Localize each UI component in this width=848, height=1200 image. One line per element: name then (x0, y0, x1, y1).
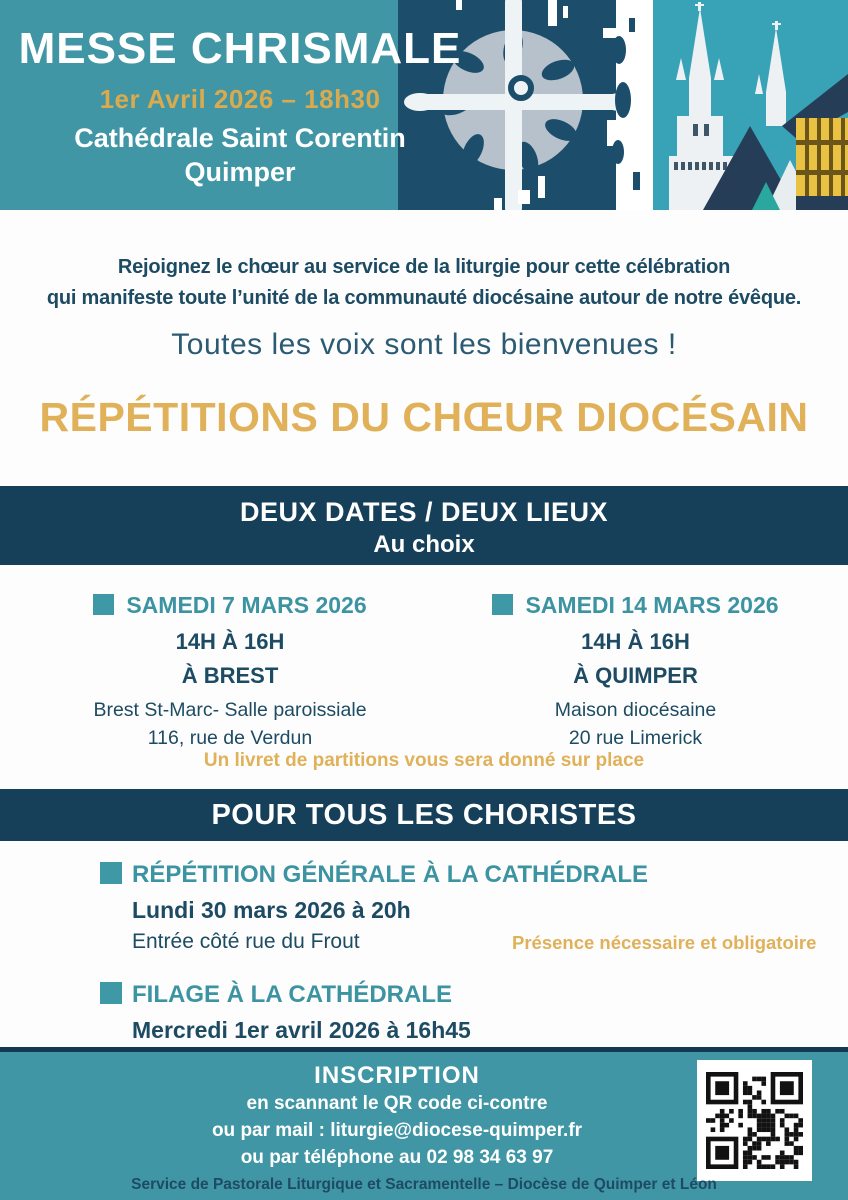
presence-note: Présence nécessaire et obligatoire (512, 932, 817, 953)
session-address: 116, rue de Verdun (147, 727, 313, 749)
inscription-title: INSCRIPTION (314, 1062, 480, 1089)
main-heading: RÉPÉTITIONS DU CHŒUR DIOCÉSAIN (39, 394, 809, 440)
footer (0, 1047, 848, 1200)
qr-code (697, 1060, 812, 1181)
session-date: SAMEDI 7 MARS 2026 (126, 592, 367, 618)
rehearsal-date: Mercredi 1er avril 2026 à 16h45 (132, 1017, 471, 1043)
choristes-band: POUR TOUS LES CHORISTES (0, 789, 848, 841)
header-text (0, 0, 480, 188)
square-bullet-icon (492, 594, 513, 615)
session-city: À QUIMPER (573, 663, 698, 688)
intro-line-1: Rejoignez le chœur au service de la liturgie pour cette célébration (117, 256, 731, 278)
rehearsal-title-row (100, 981, 471, 1009)
session-time: 14H À 16H (581, 629, 690, 654)
session-city: À BREST (181, 663, 279, 688)
session-date-heading (30, 592, 430, 619)
dates-band (0, 486, 848, 565)
inscription-block (0, 1062, 794, 1171)
square-bullet-icon (100, 862, 122, 884)
intro-line-2: qui manifeste toute l’unité de la communauté diocésaine autour de notre évêque. (46, 287, 802, 309)
rehearsal-title-row (100, 861, 648, 889)
event-location: Cathédrale Saint Corentin (74, 123, 406, 153)
session-time: 14H À 16H (175, 629, 285, 654)
event-city: Quimper (184, 157, 296, 187)
session-date-heading (438, 592, 833, 619)
qr-code-modules (706, 1072, 803, 1169)
session-quimper (438, 592, 833, 750)
service-credit: Service de Pastorale Liturgique et Sacramentelle – Diocèse de Quimper et Léon (131, 1176, 717, 1193)
event-datetime: 1er Avril 2026 – 18h30 (99, 84, 381, 114)
dates-band-title: DEUX DATES / DEUX LIEUX (239, 497, 609, 527)
square-bullet-icon (93, 594, 114, 615)
poster-title: MESSE CHRISMALE (18, 24, 462, 73)
rehearsal-detail: Entrée côté rue du Frout (132, 930, 360, 953)
session-address: 20 rue Limerick (568, 727, 703, 749)
session-venue: Maison diocésaine (554, 699, 717, 721)
inscription-line-phone: ou par téléphone au 02 98 34 63 97 (240, 1147, 554, 1168)
inscription-line-qr: en scannant le QR code ci-contre (246, 1093, 548, 1114)
dates-band-subtitle: Au choix (373, 531, 475, 558)
rehearsal-title: FILAGE À LA CATHÉDRALE (132, 981, 452, 1008)
intro-paragraph (0, 252, 848, 314)
rehearsal-date: Lundi 30 mars 2026 à 20h (132, 897, 411, 923)
booklet-note: Un livret de partitions vous sera donné sur place (203, 750, 645, 771)
header (0, 0, 848, 210)
session-brest (30, 592, 430, 750)
rehearsal-title: RÉPÉTITION GÉNÉRALE À LA CATHÉDRALE (132, 861, 649, 888)
session-date: SAMEDI 14 MARS 2026 (525, 592, 779, 618)
rehearsal-filage (100, 981, 471, 1044)
quimper-skyline-illustration (648, 0, 848, 210)
session-venue: Brest St-Marc- Salle paroissiale (93, 699, 367, 721)
tagline: Toutes les voix sont les bienvenues ! (171, 328, 677, 361)
square-bullet-icon (100, 982, 122, 1004)
inscription-line-mail: ou par mail : liturgie@diocese-quimper.fr (211, 1120, 583, 1141)
